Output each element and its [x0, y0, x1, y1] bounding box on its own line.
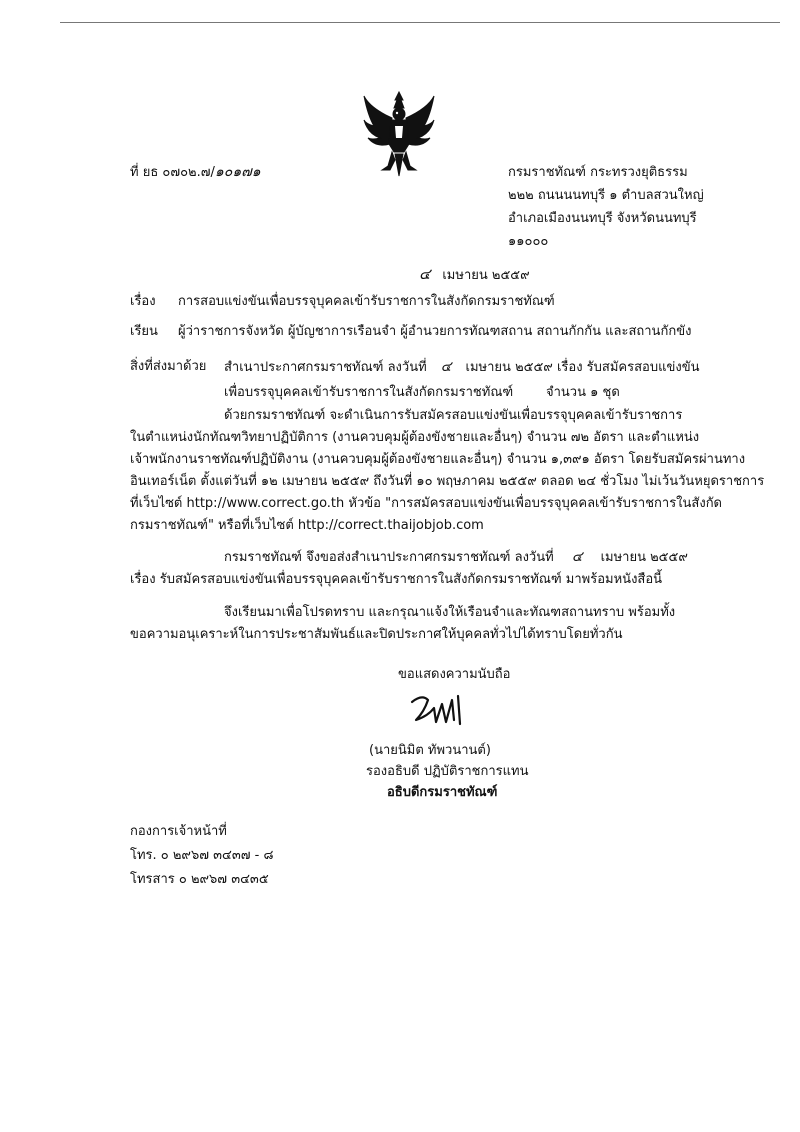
date-day-handwritten: ๔: [419, 265, 431, 283]
subject-label: เรื่อง: [130, 294, 156, 309]
address-line: ๒๒๒ ถนนนนทบุรี ๑ ตำบลสวนใหญ่: [508, 188, 704, 203]
reference-number: [130, 163, 261, 182]
department-address: [508, 161, 704, 253]
address-line: กรมราชทัณฑ์ กระทรวงยุติธรรม: [508, 165, 688, 180]
enclosure-label: สิ่งที่ส่งมาด้วย: [130, 359, 207, 374]
paragraph-line: กรมราชทัณฑ์" หรือที่เว็บไซต์ http://correct.thaijobjob.com: [130, 518, 484, 533]
paragraph-line: ด้วยกรมราชทัณฑ์ จะดำเนินการรับสมัครสอบแข่งขันเพื่อบรรจุบุคคลเข้ารับราชการ: [224, 408, 683, 423]
paragraph-line: ที่เว็บไซต์ http://www.correct.go.th หัวข้อ "การสมัครสอบแข่งขันเพื่อบรรจุบุคคลเข้ารับราชการในสังกัด: [130, 496, 723, 511]
paragraph-day-handwritten: ๔: [571, 549, 583, 565]
paragraph-line: [130, 546, 688, 569]
enclosure-text-b: เมษายน ๒๕๕๙ เรื่อง รับสมัครสอบแข่งขัน: [465, 360, 700, 375]
signer-name: (นายนิมิต ทัพวนานต์): [369, 743, 491, 758]
footer-fax: โทรสาร ๐ ๒๙๖๗ ๓๔๓๕: [130, 872, 269, 887]
address-line: ๑๑๐๐๐: [508, 234, 549, 249]
reference-prefix: ที่ ยธ ๐๗๐๒.๗/: [130, 165, 215, 180]
top-border-line: [60, 22, 780, 23]
body-paragraph-2: [130, 546, 688, 591]
footer-phone: โทร. ๐ ๒๙๖๗ ๓๔๓๗ - ๘: [130, 848, 274, 863]
paragraph-line: ในตำแหน่งนักทัณฑวิทยาปฏิบัติการ (งานควบคุมผู้ต้องขังชายและอื่นๆ) จำนวน ๗๒ อัตรา และตำแหน่ง: [130, 430, 700, 445]
recipient-label: เรียน: [130, 324, 158, 339]
closing-salutation: ขอแสดงความนับถือ: [398, 667, 511, 682]
paragraph-line: อินเทอร์เน็ต ตั้งแต่วันที่ ๑๒ เมษายน ๒๕๕๙ ถึงวันที่ ๑๐ พฤษภาคม ๒๕๕๙ ตลอด ๒๔ ชั่วโมง ไม่เว้นวันหยุดราชการ: [130, 474, 765, 489]
contact-footer: [130, 820, 274, 892]
reference-handwritten: ๑๐๑๗๑: [214, 164, 261, 180]
paragraph-text-a: กรมราชทัณฑ์ จึงขอส่งสำเนาประกาศกรมราชทัณฑ์ ลงวันที่: [224, 550, 554, 565]
paragraph-line: เจ้าพนักงานราชทัณฑ์ปฏิบัติงาน (งานควบคุมผู้ต้องขังชายและอื่นๆ) จำนวน ๑,๓๙๑ อัตรา โดยรับสมัครผ่านทาง: [130, 452, 746, 467]
body-paragraph-3: [130, 602, 675, 646]
signer-title-1: รองอธิบดี ปฏิบัติราชการแทน: [366, 764, 529, 779]
subject-text: การสอบแข่งขันเพื่อบรรจุบุคคลเข้ารับราชการในสังกัดกรมราชทัณฑ์: [178, 294, 555, 309]
address-line: อำเภอเมืองนนทบุรี จังหวัดนนทบุรี: [508, 211, 697, 226]
recipient-text: ผู้ว่าราชการจังหวัด ผู้บัญชาการเรือนจำ ผู้อำนวยการทัณฑสถาน สถานกักกัน และสถานกักขัง: [178, 324, 692, 339]
date-month-year: เมษายน ๒๕๕๙: [442, 268, 530, 283]
handwritten-signature: [406, 690, 472, 730]
paragraph-line: ขอความอนุเคราะห์ในการประชาสัมพันธ์และปิดประกาศให้บุคคลทั่วไปได้ทราบโดยทั่วกัน: [130, 627, 623, 642]
enclosure-line-2: เพื่อบรรจุบุคคลเข้ารับราชการในสังกัดกรมราชทัณฑ์: [224, 385, 514, 400]
enclosure-text-a: สำเนาประกาศกรมราชทัณฑ์ ลงวันที่: [224, 360, 427, 375]
paragraph-line: เรื่อง รับสมัครสอบแข่งขันเพื่อบรรจุบุคคลเข้ารับราชการในสังกัดกรมราชทัณฑ์ มาพร้อมหนังสือนี้: [130, 572, 663, 587]
enclosure-day-handwritten: ๔: [440, 359, 452, 375]
body-paragraph-1: [130, 405, 764, 537]
enclosure-quantity: จำนวน ๑ ชุด: [546, 385, 620, 400]
footer-office: กองการเจ้าหน้าที่: [130, 824, 227, 839]
letter-date: [419, 265, 530, 285]
paragraph-text-b: เมษายน ๒๕๕๙: [600, 550, 688, 565]
signer-title-2: อธิบดีกรมราชทัณฑ์: [387, 785, 498, 800]
garuda-emblem-icon: [362, 90, 436, 178]
paragraph-line: จึงเรียนมาเพื่อโปรดทราบ และกรุณาแจ้งให้เรือนจำและทัณฑสถานทราบ พร้อมทั้ง: [224, 605, 676, 620]
enclosure-line-1: [224, 358, 699, 377]
